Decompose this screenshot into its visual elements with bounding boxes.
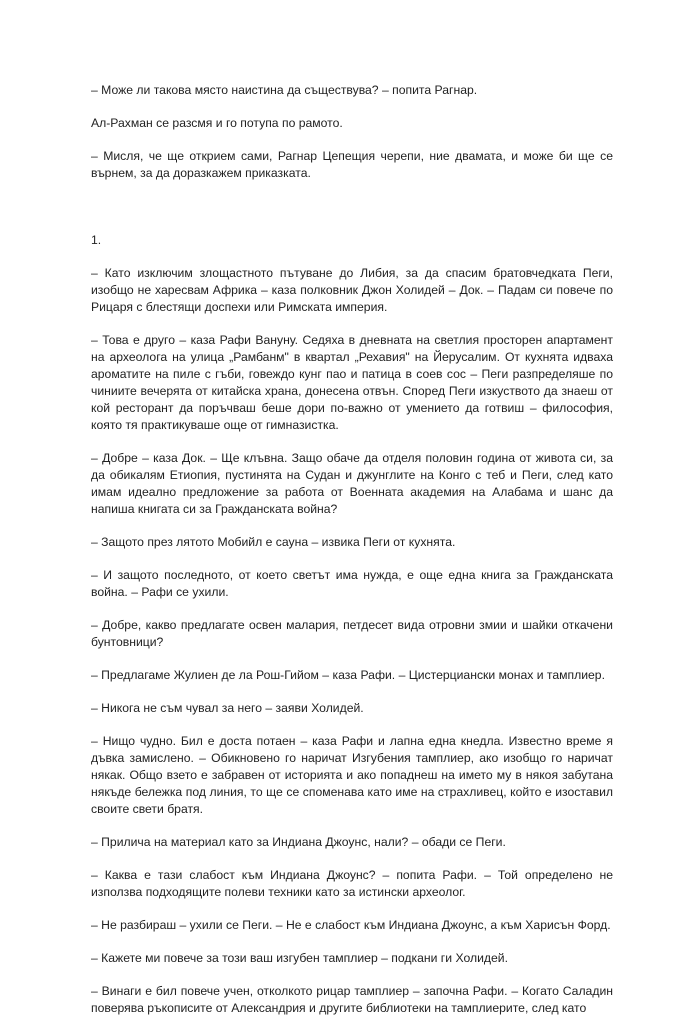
chapter-number: 1.	[91, 233, 102, 247]
paragraph: – Кажете ми повече за този ваш изгубен тамплиер – подкани ги Холидей.	[91, 951, 508, 965]
chapter-body	[91, 265, 613, 1017]
paragraph: – Каква е тази слабост към Индиана Джоунс? – попита Рафи. – Той определено не използва подходящите полеви техники като за истински археолог.	[91, 868, 613, 899]
paragraph: – Предлагаме Жулиен де ла Рош-Гийом – каза Рафи. – Цистерциански монах и тамплиер.	[91, 668, 605, 682]
paragraph: – И защото последното, от което светът има нужда, е още една книга за Гражданската война. – Рафи се ухили.	[91, 568, 613, 599]
paragraph: – Не разбираш – ухили се Пеги. – Не е слабост към Индиана Джоунс, а към Харисън Форд.	[91, 918, 611, 932]
paragraph: – Защото през лятото Мобийл е сауна – извика Пеги от кухнята.	[91, 535, 456, 549]
paragraph: – Нищо чудно. Бил е доста потаен – каза Рафи и лапна една кнедла. Известно време я дъвка замислено. – Обикновено го наричат Изгубения тамплиер, ако изобщо го наричат някак. Общо взето е забравен от историята и ако попаднеш на името му в някоя забутана някъде бележка под линия, то ще се споменава като име на страхливец, който е изоставил своите свети братя.	[91, 734, 613, 816]
paragraph: – Това е друго – каза Рафи Вануну. Седяха в дневната на светлия просторен апартамент на археолога на улица „Рамбанм" в квартал „Рехавия" на Йерусалим. От кухнята идваха ароматите на пиле с гъби, говеждо кунг пао и патица в соев сос – Пеги разпределяше по чиниите вечерята от китайска храна, донесена отвън. Според Пеги изкуството да знаеш от кой ресторант да поръчваш беше дори по-важно от умението да готвиш – философия, която тя практикуваше още от гимназистка.	[91, 333, 613, 432]
paragraph: – Никога не съм чувал за него – заяви Холидей.	[91, 701, 364, 715]
paragraph: – Може ли такова място наистина да съществува? – попита Рагнар.	[91, 83, 478, 97]
paragraph: – Прилича на материал като за Индиана Джоунс, нали? – обади се Пеги.	[91, 835, 506, 849]
intro-section	[91, 82, 613, 182]
paragraph: – Като изключим злощастното пътуване до Либия, за да спасим братовчедката Пеги, изобщо не харесвам Африка – каза полковник Джон Холидей – Док. – Падам си повече по Рицаря с блестящи доспехи или Римската империя.	[91, 266, 613, 314]
paragraph: – Добре – каза Док. – Ще клъвна. Защо обаче да отделя половин година от живота си, за да обикалям Етиопия, пустинята на Судан и джунглите на Конго с теб и Пеги, след като имам идеално предложение за работа от Военната академия на Алабама и шанс да напиша книгата си за Гражданската война?	[91, 451, 613, 516]
paragraph: Ал-Рахман се разсмя и го потупа по рамото.	[91, 116, 343, 130]
paragraph: – Добре, какво предлагате освен малария, петдесет вида отровни змии и шайки откачени бунтовници?	[91, 618, 613, 649]
paragraph: – Мисля, че ще открием сами, Рагнар Цепещия черепи, ние двамата, и може би ще се върнем, за да доразкажем приказката.	[91, 149, 613, 180]
paragraph: – Винаги е бил повече учен, отколкото рицар тамплиер – започна Рафи. – Когато Саладин поверява ръкописите от Александрия и другите библиотеки на тамплиерите, след като	[91, 984, 613, 1015]
